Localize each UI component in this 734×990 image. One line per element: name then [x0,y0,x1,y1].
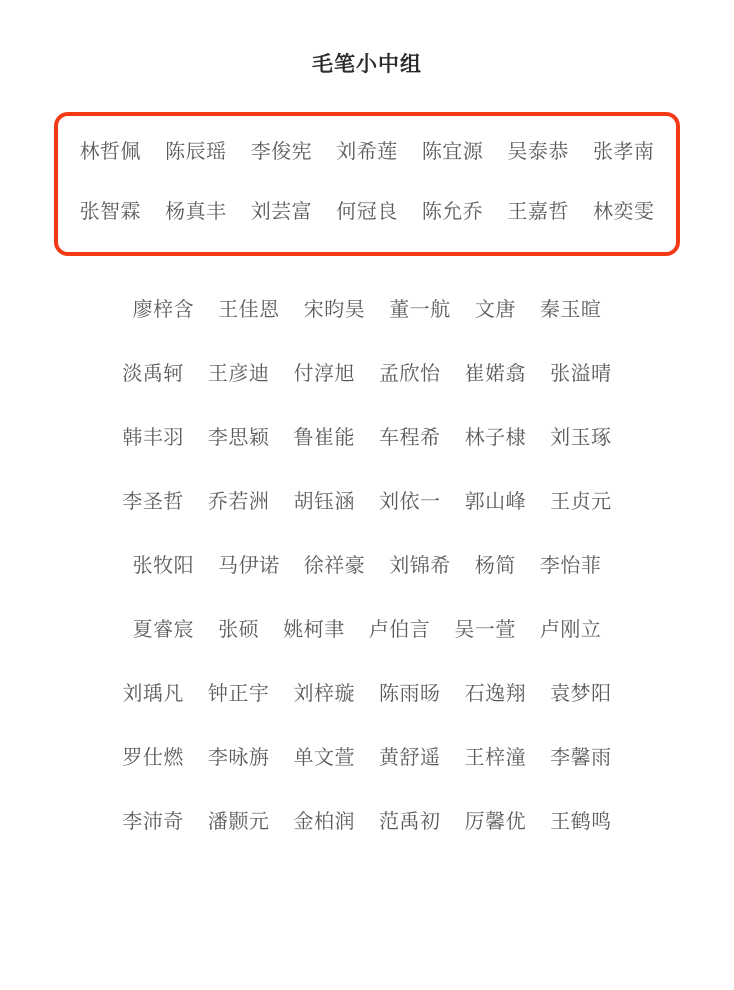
list-item: 林子棣 [464,427,527,449]
list-item: 胡钰涵 [293,491,355,513]
list-item: 李馨雨 [550,747,612,769]
list-item: 韩丰羽 [122,427,184,449]
list-item: 李怡菲 [539,555,602,577]
list-item: 李咏旃 [207,747,270,769]
list-item: 王贞元 [550,491,612,513]
name-row [0,470,734,534]
list-item: 陈允乔 [421,201,484,223]
list-item: 何冠良 [336,201,398,223]
highlighted-name-row-1 [58,122,676,182]
name-rows [0,278,734,854]
list-item: 张牧阳 [132,555,195,577]
name-row [0,726,734,790]
list-item: 车程希 [379,427,441,449]
list-item: 李沛奇 [122,811,184,833]
list-item: 王梓潼 [464,747,527,769]
list-item: 张智霖 [79,201,142,223]
list-item: 王鹤鸣 [550,811,612,833]
list-item: 郭山峰 [464,491,527,513]
list-item: 杨真丰 [165,201,227,223]
highlighted-name-row-2 [58,182,676,242]
list-item: 王嘉哲 [507,201,569,223]
name-row [0,662,734,726]
name-row [0,534,734,598]
list-item: 秦玉暄 [539,299,602,321]
highlighted-names-box [54,112,680,256]
list-item: 夏睿宸 [132,619,195,641]
name-row [0,342,734,406]
list-item: 陈雨旸 [379,683,441,705]
list-item: 杨简 [474,555,516,577]
list-item: 罗仕燃 [122,747,184,769]
list-item: 刘希莲 [336,141,398,163]
list-item: 刘玉琢 [550,427,612,449]
list-item: 林奕雯 [592,201,655,223]
list-item: 王彦迪 [207,363,270,385]
list-item: 钟正宇 [207,683,270,705]
list-item: 廖梓含 [132,299,195,321]
list-item: 吴泰恭 [507,141,569,163]
list-item: 董一航 [389,299,451,321]
name-row [0,790,734,854]
list-item: 乔若洲 [207,491,270,513]
list-item: 刘依一 [379,491,441,513]
list-item: 孟欣怡 [379,363,441,385]
list-item: 付淳旭 [293,363,355,385]
list-item: 潘颢元 [207,811,270,833]
page-title: 毛笔小中组 [312,53,422,76]
list-item: 刘锦希 [389,555,451,577]
list-item: 刘梓璇 [293,683,355,705]
list-item: 林哲佩 [79,141,142,163]
list-item: 李思颖 [207,427,270,449]
name-row [0,278,734,342]
list-item: 刘芸富 [250,201,313,223]
list-item: 卢伯言 [368,619,431,641]
list-item: 宋昀昊 [303,299,366,321]
list-item: 崔婼翕 [464,363,527,385]
list-item: 李圣哲 [122,491,184,513]
list-item: 石逸翔 [464,683,527,705]
list-item: 张溢晴 [550,363,612,385]
list-item: 鲁崔能 [293,427,355,449]
list-item: 张孝南 [592,141,655,163]
list-item: 姚柯聿 [283,619,345,641]
list-item: 文唐 [474,299,516,321]
list-item: 范禹初 [379,811,441,833]
list-item: 厉馨优 [464,811,527,833]
list-item: 张硕 [218,619,260,641]
list-item: 金柏润 [293,811,355,833]
list-item: 卢刚立 [539,619,602,641]
list-item: 马伊诺 [218,555,280,577]
list-item: 陈辰瑶 [165,141,227,163]
list-item: 王佳恩 [218,299,280,321]
list-item: 黄舒遥 [379,747,441,769]
list-item: 刘瑀凡 [122,683,184,705]
list-item: 吴一萱 [454,619,516,641]
list-item: 徐祥豪 [303,555,366,577]
list-item: 陈宜源 [421,141,484,163]
list-item: 淡禹轲 [122,363,184,385]
list-item: 李俊宪 [250,141,313,163]
name-row [0,598,734,662]
list-item: 单文萱 [293,747,355,769]
list-item: 袁梦阳 [550,683,612,705]
name-row [0,406,734,470]
